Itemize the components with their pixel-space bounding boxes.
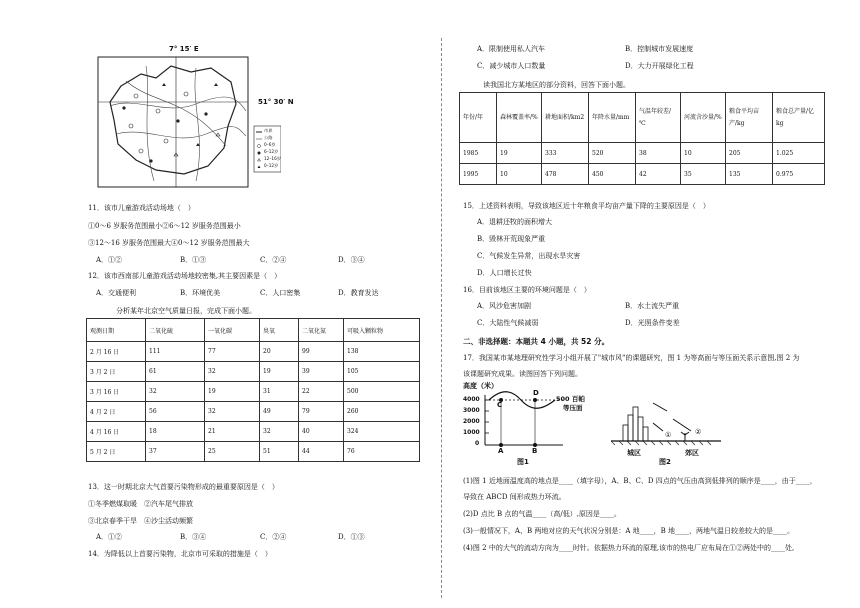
table-cell: 478 [542,164,589,185]
map-drawing [96,56,281,191]
option-c[interactable]: C．人口密集 [260,289,301,297]
figure-2-mark: ① [665,431,672,439]
legend-item: 公路 [264,135,273,140]
table-header: 粮食总产量/亿 kg [773,93,825,143]
table-cell: 500 [344,382,420,402]
option-d[interactable]: D．人口增长过快 [477,269,532,277]
table-cell: 450 [589,164,636,185]
y-tick-label: 0 [475,440,480,447]
table-cell: 333 [542,143,589,164]
question-13-stem: 13．这一时期北京大气首要污染物形成的最重要原因是（ ） [88,483,279,491]
figure-1-y-label: 高度（米） [463,382,498,390]
table-cell: 37 [146,442,205,462]
table-cell: 5 月 2 日 [87,442,146,462]
table-cell: 19 [497,143,542,164]
table-header: 年份/年 [460,93,497,143]
map-legend [264,127,281,169]
table-cell: 324 [344,422,420,442]
city-map-figure [96,45,294,191]
y-tick-label: 2000 [463,418,480,425]
option-a[interactable]: A．限制使用私人汽车 [477,45,546,53]
table-cell: 77 [205,342,260,362]
table-cell: 10 [497,164,542,185]
table-header: 观测日期 [87,319,146,342]
option-b[interactable]: B．控制城市发展速度 [625,45,694,53]
table-cell: 18 [146,422,205,442]
point-label: A [498,447,504,455]
legend-item: 0–6岁 [264,142,276,147]
option-a[interactable]: A．①② [96,256,123,264]
map-longitude-label: 7° 15′ E [169,45,199,53]
option-b[interactable]: B．水土流失严重 [625,302,680,310]
table-cell: 32 [146,382,205,402]
table-cell: 10 [681,143,726,164]
figure-2-caption: 图2 [659,458,671,466]
question-17-part2: (2)D 点比 B 点的气温____（高/低）,原因是____。 [463,510,621,518]
option-a[interactable]: A．风沙危害加剧 [477,302,532,310]
question-16-stem: 16．目前该地区主要的环境问题是（ ） [463,286,591,294]
option-a[interactable]: A．退耕还牧的面积增大 [477,218,553,226]
table-cell: 1985 [460,143,497,164]
table-row [87,422,420,442]
agriculture-intro: 读我国北方某地区的部分资料，回答下面小题。 [483,81,630,89]
option-d[interactable]: D．①③ [338,533,365,541]
option-c[interactable]: C．②④ [260,256,287,264]
table-cell: 35 [681,164,726,185]
table-cell: 135 [726,164,773,185]
table-row [87,382,420,402]
figure-1 [463,381,613,471]
table-header: 二氧化氮 [299,319,344,342]
table-cell: 42 [636,164,681,185]
figure-2-mark: ② [695,428,702,436]
air-quality-table [86,318,420,462]
option-b[interactable]: B．①③ [180,256,207,264]
table-cell: 31 [260,382,299,402]
question-11-stem: 11．该市儿童游戏活动场地（ ） [88,204,195,212]
question-11-line1: ①0～6 岁服务范围最小②6～12 岁服务范围最小 [88,222,241,230]
table-cell: 56 [146,402,205,422]
option-b[interactable]: B．毁林开荒现象严重 [477,235,546,243]
question-17-part1-line1: (1)图 1 近地面温度高的地点是____（填字母），A、B、C、D 四点的气压由高到低排列的顺序是____，由于____， [463,477,817,485]
table-header: 河流含沙量/% [681,93,726,143]
y-tick-label: 4000 [463,396,480,403]
table-cell: 19 [205,382,260,402]
figure-2-label-suburb: 郊区 [685,449,699,457]
option-b[interactable]: B．③④ [180,533,207,541]
figure-1-caption: 图1 [517,458,529,466]
table-cell: 4 月 16 日 [87,422,146,442]
legend-item: 12–16岁 [264,156,281,161]
option-c[interactable]: C．减少城市人口数量 [477,62,546,70]
table-header-row [87,319,420,342]
agriculture-table [459,92,825,185]
table-header: 一氧化碳 [205,319,260,342]
table-header: 二氧化硫 [146,319,205,342]
table-header: 可吸入颗粒物 [344,319,420,342]
table-cell: 1.025 [773,143,825,164]
question-14-stem: 14．为降低以上首要污染物，北京市可采取的措施是（ ） [88,550,272,558]
table-header: 粮食平均亩产/kg [726,93,773,143]
legend-item: 市界 [264,128,273,133]
option-a[interactable]: A．①② [96,533,123,541]
table-cell: 138 [344,342,420,362]
table-cell: 44 [299,442,344,462]
air-quality-intro: 分析某年北京空气质量日报，完成下面小题。 [116,307,256,315]
table-row [460,164,825,185]
option-b[interactable]: B．环境优美 [180,289,221,297]
option-a[interactable]: A．交通便利 [96,289,137,297]
legend-item: 0–12岁 [264,163,279,168]
table-cell: 32 [260,422,299,442]
figure-2 [611,393,721,471]
table-cell: 520 [589,143,636,164]
option-c[interactable]: C．气候发生异常，出现水旱灾害 [477,252,581,260]
question-17-part1-line2: 导致在 ABCD 间形成热力环流。 [463,493,566,501]
question-12-stem: 12．该市西南部儿童游戏活动场地较密集,其主要因素是（ ） [88,272,282,280]
point-label: C [497,401,503,409]
table-cell: 49 [260,402,299,422]
table-row [87,362,420,382]
option-c[interactable]: C．②④ [260,533,287,541]
question-17-line1: 17．我国某市某地理研究性学习小组开展了"城市风"的课题研究，图 1 为等高面与等压面关系示意图,图 2 为 [463,354,800,362]
table-cell: 40 [299,422,344,442]
table-cell: 32 [205,402,260,422]
table-cell: 32 [205,362,260,382]
table-cell: 19 [260,362,299,382]
y-tick-label: 3000 [463,407,480,414]
map-latitude-label: 51° 30′ N [258,98,294,106]
table-cell: 3 月 16 日 [87,382,146,402]
y-tick-label: 1000 [463,429,480,436]
table-cell: 79 [299,402,344,422]
table-cell: 20 [260,342,299,362]
isobar-label: 500 百帕 [556,395,585,403]
table-row [87,442,420,462]
table-cell: 111 [146,342,205,362]
option-c[interactable]: C．大陆性气候减弱 [477,319,539,327]
isobar-label: 等压面 [563,404,583,412]
table-cell: 0.975 [773,164,825,185]
table-cell: 3 月 2 日 [87,362,146,382]
question-17-part3: (3)一般情况下，A、B 两地对应的天气状况分别是：A 地____，B 地____，两地气温日较差较大的是____。 [463,527,794,535]
table-cell: 38 [636,143,681,164]
question-17-part4: (4)图 2 中的大气的流动方向为____时针。依据热力环流的原理,该市的热电厂应布局在①②两处中的____处, [463,544,795,552]
table-cell: 2 月 16 日 [87,342,146,362]
table-header: 年降水量/mm [589,93,636,143]
question-13-line1: ①冬季燃煤取暖 ②汽车尾气排放 [88,500,193,508]
table-cell: 76 [344,442,420,462]
table-header: 耕地面积/km2 [542,93,589,143]
question-17-line2: 该课题研究成果。读图回答下列问题。 [463,370,582,378]
table-cell: 205 [726,143,773,164]
question-13-line2: ③北京春季干旱 ④沙尘活动频繁 [88,517,193,525]
table-header-row [460,93,825,143]
table-cell: 21 [205,422,260,442]
table-header: 森林覆盖率/% [497,93,542,143]
question-11-line2: ③12～16 岁服务范围最大④0～12 岁服务范围最大 [88,239,250,247]
point-label: D [533,389,539,397]
table-cell: 25 [205,442,260,462]
option-d[interactable]: D．大力开展绿化工程 [625,62,694,70]
point-label: B [532,447,538,455]
table-cell: 51 [260,442,299,462]
table-header: 臭氧 [260,319,299,342]
option-d[interactable]: D．教育发达 [338,289,379,297]
table-row [460,143,825,164]
table-cell: 99 [299,342,344,362]
table-cell: 4 月 2 日 [87,402,146,422]
table-header: 气温年较差/℃ [636,93,681,143]
table-cell: 1995 [460,164,497,185]
section-heading: 二、非选择题：本题共 4 小题，共 52 分。 [463,337,610,346]
page-divider [441,38,442,598]
table-cell: 260 [344,402,420,422]
legend-item: 6–12岁 [264,149,279,154]
table-row [87,342,420,362]
figure-2-label-city: 城区 [627,449,641,457]
question-15-stem: 15．上述资料表明，导致该地区近十年粮食平均亩产量下降的主要原因是（ ） [463,202,710,210]
option-d[interactable]: D．③④ [338,256,365,264]
table-cell: 39 [299,362,344,382]
table-cell: 22 [299,382,344,402]
table-cell: 105 [344,362,420,382]
option-d[interactable]: D．光照条件变差 [625,319,680,327]
table-cell: 61 [146,362,205,382]
table-row [87,402,420,422]
